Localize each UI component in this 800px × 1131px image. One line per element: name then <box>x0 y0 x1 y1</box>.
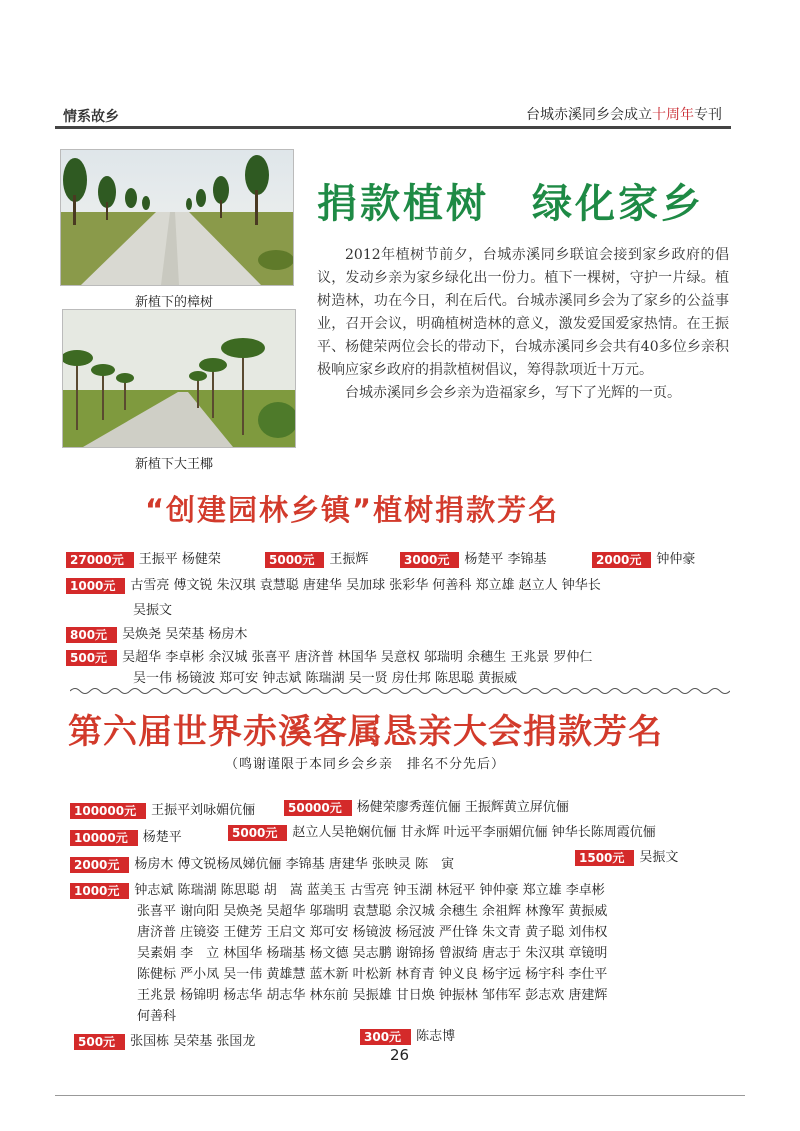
amount-tag: 10000元 <box>70 830 138 846</box>
donor-row: 2000元 杨房木 傅文锐杨凤娣伉俪 李锦基 唐建华 张映灵 陈 寅 <box>70 853 454 873</box>
header-rule <box>55 126 731 129</box>
donor-row: 10000元 杨楚平 <box>70 826 182 846</box>
donor-row: 陈健标 严小凤 吴一伟 黄雄慧 蓝木新 叶松新 林育青 钟义良 杨宇远 杨宇科 李仕平 <box>137 967 608 982</box>
amount-tag: 5000元 <box>228 825 287 841</box>
donor-row: 吴素娟 李 立 林国华 杨瑞基 杨文德 吴志鹏 谢锦扬 曾淑绮 唐志于 朱汉琪 章镜明 <box>137 946 608 961</box>
donor-row: 500元 张国栋 吴荣基 张国龙 <box>74 1030 255 1050</box>
amount-tag: 300元 <box>360 1029 411 1045</box>
amount-tag: 1000元 <box>70 883 129 899</box>
donor-row: 5000元 赵立人吴艳娴伉俪 甘永辉 叶远平李丽媚伉俪 钟华长陈周霞伉俪 <box>228 821 656 841</box>
photo-royal-palms <box>62 309 296 448</box>
section-label: 情系故乡 <box>63 109 119 125</box>
donor-row: 100000元 王振平刘咏媚伉俪 <box>70 799 255 819</box>
donor-row: 27000元 王振平 杨健荣 <box>66 548 221 568</box>
amount-tag: 1500元 <box>575 850 634 866</box>
amount-tag: 500元 <box>66 650 117 666</box>
wavy-divider <box>70 686 730 696</box>
donor-row: 1000元 古雪亮 傅文锐 朱汉琪 袁慧聪 唐建华 吴加球 张彩华 何善科 郑立雄 赵立人 钟华长 <box>66 574 601 594</box>
donor-row: 唐济普 庄镜姿 王健芳 王启文 郑可安 杨镜波 杨冠波 严仕锋 朱文青 黄子聪 刘伟权 <box>137 925 608 940</box>
photo-camphor-trees <box>60 149 294 286</box>
article-body <box>317 244 729 405</box>
section1-title: “创建园林乡镇”植树捐款芳名 <box>145 493 560 527</box>
article-paragraph: 2012年植树节前夕，台城赤溪同乡联谊会接到家乡政府的倡议，发动乡亲为家乡绿化出一份力。植下一棵树，守护一片绿。植树造林，功在今日，利在后代。台城赤溪同乡会为了家乡的公益事业，召开会议，明确植树造林的意义，激发爱国爱家热情。在王振平、杨健荣两位会长的带动下，台城赤溪同乡会共有40多位乡亲积极响应家乡政府的捐款植树倡议，筹得款项近十万元。 <box>317 247 729 378</box>
amount-tag: 3000元 <box>400 552 459 568</box>
donor-row: 5000元 王振辉 <box>265 548 368 568</box>
donor-row: 1000元 钟志斌 陈瑞湖 陈思聪 胡 嵩 蓝美玉 古雪亮 钟玉湖 林冠平 钟仲豪 郑立雄 李卓彬 <box>70 879 605 899</box>
amount-tag: 27000元 <box>66 552 134 568</box>
amount-tag: 100000元 <box>70 803 146 819</box>
amount-tag: 50000元 <box>284 800 352 816</box>
donor-row: 1500元 吴振文 <box>575 846 678 866</box>
donor-row: 3000元 杨楚平 李锦基 <box>400 548 547 568</box>
donor-row: 800元 吴焕尧 吴荣基 杨房木 <box>66 623 247 643</box>
donor-row: 吴一伟 杨镜波 郑可安 钟志斌 陈瑞湖 吴一贤 房仕邦 陈思聪 黄振威 <box>133 671 518 686</box>
section2-title: 第六届世界赤溪客属恳亲大会捐款芳名 <box>68 712 663 752</box>
footer-rule <box>55 1095 745 1096</box>
amount-tag: 2000元 <box>592 552 651 568</box>
amount-tag: 800元 <box>66 627 117 643</box>
donor-row: 何善科 <box>137 1009 177 1024</box>
article-headline: 捐款植树 绿化家乡 <box>317 180 704 227</box>
amount-tag: 500元 <box>74 1034 125 1050</box>
amount-tag: 2000元 <box>70 857 129 873</box>
anniversary-highlight: 十周年 <box>652 107 694 123</box>
donor-row: 300元 陈志博 <box>360 1025 455 1045</box>
article-paragraph: 台城赤溪同乡会乡亲为造福家乡，写下了光辉的一页。 <box>345 385 681 401</box>
donor-row: 吴振文 <box>133 603 173 618</box>
donor-row: 500元 吴超华 李卓彬 余汉城 张喜平 唐济普 林国华 吴意权 邬瑞明 余穗生 王兆景 罗仲仁 <box>66 646 592 666</box>
donor-row: 王兆景 杨锦明 杨志华 胡志华 林东前 吴振雄 甘日焕 钟振林 邹伟军 彭志欢 唐建辉 <box>137 988 608 1003</box>
page-number: 26 <box>390 1046 410 1064</box>
donor-row: 张喜平 谢向阳 吴焕尧 吴超华 邬瑞明 袁慧聪 余汉城 余穗生 余祖辉 林豫军 黄振威 <box>137 904 608 919</box>
photo-caption-camphor: 新植下的樟树 <box>135 295 214 310</box>
photo-caption-palm: 新植下大王椰 <box>135 457 214 472</box>
amount-tag: 5000元 <box>265 552 324 568</box>
section2-subtitle: （鸣谢谨限于本同乡会乡亲 排名不分先后） <box>225 757 506 772</box>
donor-row: 2000元 钟仲豪 <box>592 548 695 568</box>
donor-row: 50000元 杨健荣廖秀莲伉俪 王振辉黄立屏伉俪 <box>284 796 569 816</box>
amount-tag: 1000元 <box>66 578 125 594</box>
journal-title: 台城赤溪同乡会成立十周年专刊 <box>526 107 722 123</box>
